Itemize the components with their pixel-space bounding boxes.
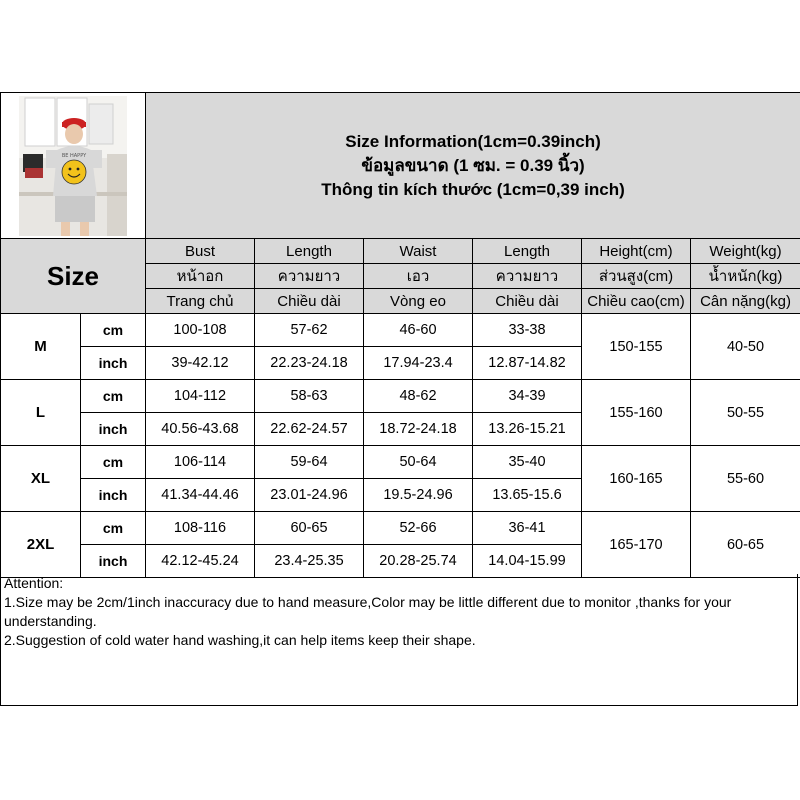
table-cell: 13.26-15.21 bbox=[473, 413, 582, 446]
col-vi-height: Chiều cao(cm) bbox=[582, 289, 691, 314]
weight-cell: 55-60 bbox=[691, 446, 800, 512]
unit-cm: cm bbox=[81, 314, 146, 347]
table-cell: 104-112 bbox=[146, 380, 255, 413]
unit-cm: cm bbox=[81, 446, 146, 479]
header-title-th: ข้อมูลขนาด (1 ซม. = 0.39 นิ้ว) bbox=[361, 155, 585, 175]
size-name-2xl: 2XL bbox=[1, 512, 81, 578]
table-cell: 13.65-15.6 bbox=[473, 479, 582, 512]
table-cell: 57-62 bbox=[255, 314, 364, 347]
table-cell: 108-116 bbox=[146, 512, 255, 545]
table-cell: 59-64 bbox=[255, 446, 364, 479]
header-title-vi: Thông tin kích thước (1cm=0,39 inch) bbox=[321, 179, 625, 199]
col-th-bust: หน้าอก bbox=[146, 264, 255, 289]
table-cell: 39-42.12 bbox=[146, 347, 255, 380]
col-vi-length: Chiều dài bbox=[255, 289, 364, 314]
table-cell: 60-65 bbox=[255, 512, 364, 545]
table-cell: 23.01-24.96 bbox=[255, 479, 364, 512]
table-cell: 23.4-25.35 bbox=[255, 545, 364, 578]
weight-cell: 40-50 bbox=[691, 314, 800, 380]
height-cell: 160-165 bbox=[582, 446, 691, 512]
col-vi-length-2: Chiều dài bbox=[473, 289, 582, 314]
unit-inch: inch bbox=[81, 413, 146, 446]
header-cell bbox=[146, 93, 800, 239]
attention-note-2: 2.Suggestion of cold water hand washing,it can help items keep their shape. bbox=[4, 632, 476, 648]
col-th-length: ความยาว bbox=[255, 264, 364, 289]
table-cell: 52-66 bbox=[364, 512, 473, 545]
table-cell: 58-63 bbox=[255, 380, 364, 413]
size-name-m: M bbox=[1, 314, 81, 380]
product-photo bbox=[19, 96, 127, 236]
table-cell: 18.72-24.18 bbox=[364, 413, 473, 446]
header-title-en: Size Information(1cm=0.39inch) bbox=[345, 131, 601, 151]
attention-note-1: 1.Size may be 2cm/1inch inaccuracy due to hand measure,Color may be little different due to monitor ,thanks for your understanding. bbox=[4, 594, 732, 629]
table-cell: 19.5-24.96 bbox=[364, 479, 473, 512]
col-en-waist: Waist bbox=[364, 239, 473, 264]
table-cell: 14.04-15.99 bbox=[473, 545, 582, 578]
col-th-weight: น้ำหนัก(kg) bbox=[691, 264, 800, 289]
shirt-print-text: BE HAPPY bbox=[61, 152, 87, 159]
table-cell: 50-64 bbox=[364, 446, 473, 479]
unit-inch: inch bbox=[81, 347, 146, 380]
height-cell: 165-170 bbox=[582, 512, 691, 578]
table-cell: 33-38 bbox=[473, 314, 582, 347]
height-cell: 155-160 bbox=[582, 380, 691, 446]
table-cell: 42.12-45.24 bbox=[146, 545, 255, 578]
col-vi-bust: Trang chủ bbox=[146, 289, 255, 314]
attention-title: Attention: bbox=[4, 575, 64, 591]
table-cell: 36-41 bbox=[473, 512, 582, 545]
size-label: Size bbox=[1, 239, 146, 314]
col-th-height: ส่วนสูง(cm) bbox=[582, 264, 691, 289]
table-cell: 48-62 bbox=[364, 380, 473, 413]
unit-cm: cm bbox=[81, 512, 146, 545]
col-th-waist: เอว bbox=[364, 264, 473, 289]
product-photo-cell bbox=[1, 93, 146, 239]
size-name-xl: XL bbox=[1, 446, 81, 512]
unit-inch: inch bbox=[81, 545, 146, 578]
col-en-length-2: Length bbox=[473, 239, 582, 264]
size-name-l: L bbox=[1, 380, 81, 446]
table-cell: 106-114 bbox=[146, 446, 255, 479]
table-cell: 17.94-23.4 bbox=[364, 347, 473, 380]
height-cell: 150-155 bbox=[582, 314, 691, 380]
col-en-bust: Bust bbox=[146, 239, 255, 264]
col-en-height: Height(cm) bbox=[582, 239, 691, 264]
col-en-length: Length bbox=[255, 239, 364, 264]
table-cell: 41.34-44.46 bbox=[146, 479, 255, 512]
weight-cell: 50-55 bbox=[691, 380, 800, 446]
table-cell: 40.56-43.68 bbox=[146, 413, 255, 446]
table-cell: 46-60 bbox=[364, 314, 473, 347]
table-cell: 100-108 bbox=[146, 314, 255, 347]
unit-inch: inch bbox=[81, 479, 146, 512]
table-cell: 34-39 bbox=[473, 380, 582, 413]
size-chart-sheet bbox=[0, 92, 800, 708]
size-table bbox=[0, 92, 800, 578]
table-cell: 22.23-24.18 bbox=[255, 347, 364, 380]
col-th-length-2: ความยาว bbox=[473, 264, 582, 289]
table-cell: 35-40 bbox=[473, 446, 582, 479]
table-cell: 22.62-24.57 bbox=[255, 413, 364, 446]
col-en-weight: Weight(kg) bbox=[691, 239, 800, 264]
table-cell: 20.28-25.74 bbox=[364, 545, 473, 578]
table-cell: 12.87-14.82 bbox=[473, 347, 582, 380]
col-vi-weight: Cân nặng(kg) bbox=[691, 289, 800, 314]
unit-cm: cm bbox=[81, 380, 146, 413]
attention-notes bbox=[0, 574, 798, 706]
weight-cell: 60-65 bbox=[691, 512, 800, 578]
col-vi-waist: Vòng eo bbox=[364, 289, 473, 314]
